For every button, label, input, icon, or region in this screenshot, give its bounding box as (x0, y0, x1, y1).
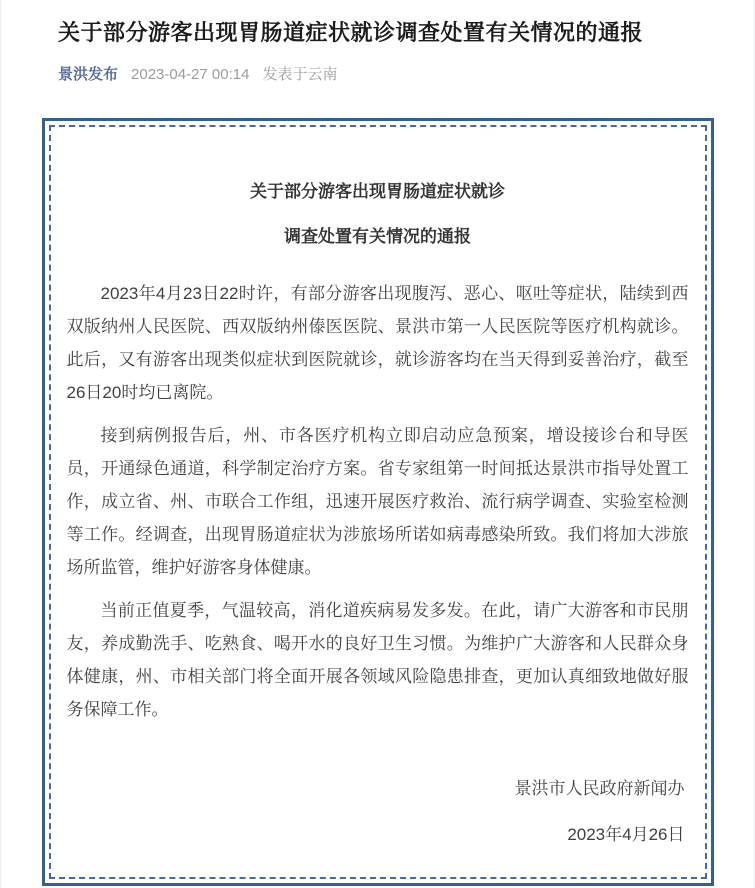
issue-date: 2023年4月26日 (567, 824, 685, 844)
notice-inner-dashed-box (49, 125, 707, 879)
account-name-link[interactable]: 景洪发布 (58, 65, 119, 83)
notice-title (67, 169, 689, 259)
notice-paragraph-3: 当前正值夏季，气温较高，消化道疾病易发多发。在此，请广大游客和市民朋友，养成勤洗手、吃熟食、喝开水的良好卫生习惯。为维护广大游客和人民群众身体健康，州、市相关部门将全面开展各领域风险隐患排查，更加认真细致地做好服务保障工作。 (66, 600, 689, 719)
article-title: 关于部分游客出现胃肠道症状就诊调查处置有关情况的通报 (58, 20, 644, 45)
notice-paragraph-1: 2023年4月23日22时许，有部分游客出现腹泻、恶心、呕吐等症状，陆续到西双版纳州人民医院、西双版纳州傣医医院、景洪市第一人民医院等医疗机构就诊。此后，又有游客出现类似症状到医院就诊，就诊游客均在当天得到妥善治疗，截至26日20时均已离院。 (66, 283, 689, 402)
notice-paragraph-2: 接到病例报告后，州、市各医疗机构立即启动应急预案，增设接诊台和导医员，开通绿色通道，科学制定治疗方案。省专家组第一时间抵达景洪市指导处置工作，成立省、州、市联合工作组，迅速开展医疗救治、流行病学调查、实验室检测等工作。经调查，出现胃肠道症状为涉旅场所诺如病毒感染所致。我们将加大涉旅场所监管，维护好游客身体健康。 (66, 425, 689, 577)
byline (58, 63, 697, 84)
notice-title-line-1: 关于部分游客出现胃肠道症状就诊 (250, 181, 505, 201)
publish-timestamp: 2023-04-27 00:14 (131, 65, 250, 83)
notice-bordered-box (42, 118, 714, 886)
publish-location: 发表于云南 (262, 65, 338, 83)
signature-block (67, 772, 689, 851)
issuer-signature: 景洪市人民政府新闻办 (514, 778, 685, 798)
notice-title-line-2: 调查处置有关情况的通报 (284, 226, 471, 246)
article-page (1, 0, 754, 888)
notice-body (67, 277, 689, 726)
